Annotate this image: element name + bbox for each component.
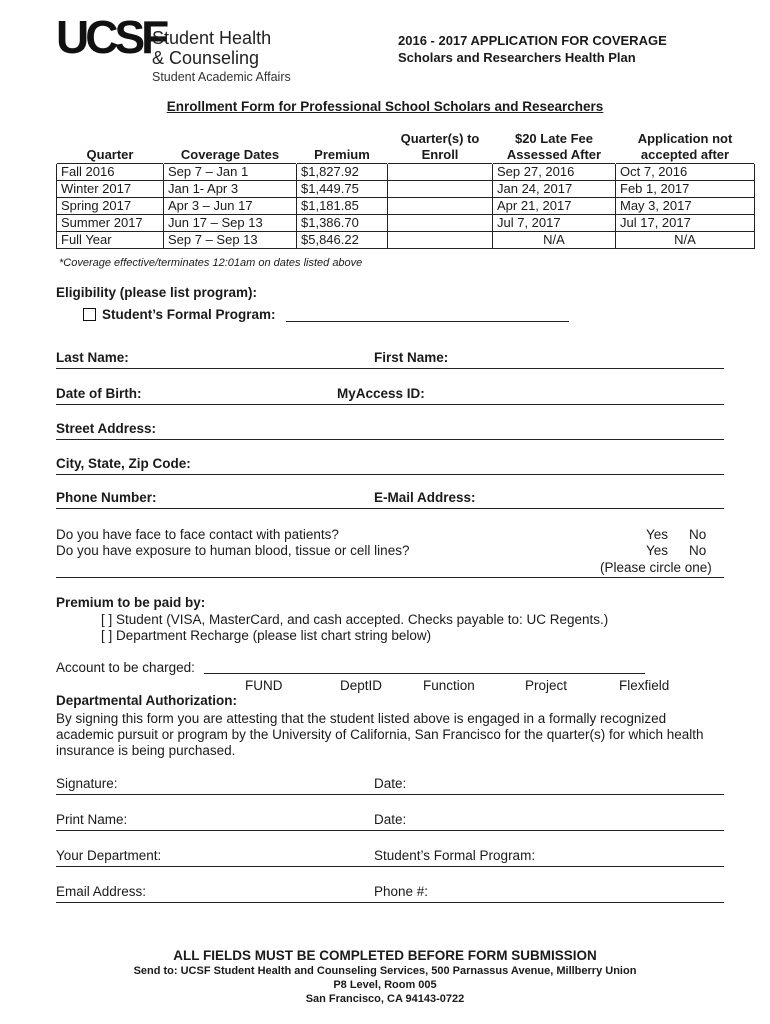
cell-premium: $1,386.70: [297, 215, 388, 232]
name-input-line[interactable]: [56, 368, 724, 369]
page-title: 2016 - 2017 APPLICATION FOR COVERAGE: [398, 33, 667, 48]
footer-address-1: P8 Level, Room 005: [333, 979, 437, 991]
cell-not-accepted: May 3, 2017: [616, 198, 755, 215]
cell-late-fee: Jan 24, 2017: [493, 181, 616, 198]
divider: [56, 577, 724, 578]
account-label: Account to be charged:: [56, 660, 195, 675]
program-checkbox[interactable]: [83, 308, 96, 321]
last-name-label: Last Name:: [56, 350, 129, 365]
department-input-line[interactable]: [56, 866, 724, 867]
eligibility-label: Eligibility (please list program):: [56, 285, 258, 300]
cell-late-fee: Jul 7, 2017: [493, 215, 616, 232]
premium-option-student[interactable]: [ ] Student (VISA, MasterCard, and cash accepted. Checks payable to: UC Regents.): [101, 612, 609, 627]
print-name-input-line[interactable]: [56, 830, 724, 831]
question-patients: Do you have face to face contact with patients?: [56, 527, 339, 542]
cell-not-accepted: N/A: [616, 232, 755, 249]
program-label: Student’s Formal Program:: [102, 307, 276, 322]
cell-late-fee: Apr 21, 2017: [493, 198, 616, 215]
cell-enroll[interactable]: [388, 215, 493, 232]
cell-dates: Sep 7 – Jan 1: [164, 164, 297, 181]
auth-text-1: By signing this form you are attesting that the student listed above is engaged in a formally recognized: [56, 711, 667, 726]
cell-dates: Jun 17 – Sep 13: [164, 215, 297, 232]
table-row: [57, 164, 755, 181]
cell-dates: Sep 7 – Sep 13: [164, 232, 297, 249]
signature-label: Signature:: [56, 776, 118, 791]
signature-input-line[interactable]: [56, 794, 724, 795]
ucsf-logo: [56, 11, 166, 63]
form-title: Enrollment Form for Professional School Scholars and Researchers: [166, 99, 604, 114]
cell-enroll[interactable]: [388, 232, 493, 249]
email-input-line[interactable]: [56, 902, 724, 903]
cell-not-accepted: Oct 7, 2016: [616, 164, 755, 181]
city-input-line[interactable]: [56, 474, 724, 475]
question-blood: Do you have exposure to human blood, tissue or cell lines?: [56, 543, 410, 558]
q2-no[interactable]: No: [689, 543, 707, 558]
sign-email-label: Email Address:: [56, 884, 147, 899]
cell-enroll[interactable]: [388, 164, 493, 181]
first-name-label: First Name:: [374, 350, 449, 365]
program-input-line[interactable]: [286, 321, 569, 322]
cell-enroll[interactable]: [388, 181, 493, 198]
auth-text-2: academic pursuit or program by the University of California, San Francisco for the quarter(s) for which health: [56, 727, 704, 742]
cell-quarter: Spring 2017: [57, 198, 164, 215]
table-row: [57, 232, 755, 249]
cell-not-accepted: Feb 1, 2017: [616, 181, 755, 198]
account-input-line[interactable]: [204, 673, 645, 674]
col-quarter: Quarter: [86, 147, 134, 162]
date-label-2: Date:: [374, 812, 407, 827]
cell-quarter: Fall 2016: [57, 164, 164, 181]
table-row: [57, 215, 755, 232]
account-col-deptid: DeptID: [340, 678, 383, 693]
account-col-fund: FUND: [245, 678, 283, 693]
account-col-project: Project: [525, 678, 568, 693]
col-not-accepted: Application not accepted after: [637, 131, 733, 162]
cell-not-accepted: Jul 17, 2017: [616, 215, 755, 232]
footer-send: Send to: UCSF Student Health and Counseling Services, 500 Parnassus Avenue, Millberry Union: [133, 965, 637, 977]
cell-premium: $1,181.85: [297, 198, 388, 215]
premium-label: Premium to be paid by:: [56, 595, 206, 610]
dob-input-line[interactable]: [56, 404, 724, 405]
logo-subtitle: Student Academic Affairs: [152, 70, 291, 84]
cell-dates: Apr 3 – Jun 17: [164, 198, 297, 215]
phone-label: Phone Number:: [56, 490, 157, 505]
q1-yes[interactable]: Yes: [646, 527, 669, 542]
cell-late-fee: Sep 27, 2016: [493, 164, 616, 181]
col-enroll: Quarter(s) to Enroll: [400, 131, 480, 162]
print-name-label: Print Name:: [56, 812, 128, 827]
premium-option-department[interactable]: [ ] Department Recharge (please list chart string below): [101, 628, 432, 643]
footer-address-2: San Francisco, CA 94143-0722: [305, 993, 465, 1005]
cell-quarter: Winter 2017: [57, 181, 164, 198]
city-label: City, State, Zip Code:: [56, 456, 191, 471]
auth-label: Departmental Authorization:: [56, 693, 238, 708]
myaccess-label: MyAccess ID:: [337, 386, 425, 401]
coverage-note: *Coverage effective/terminates 12:01am on dates listed above: [59, 257, 363, 269]
department-label: Your Department:: [56, 848, 162, 863]
logo-line-1: Student Health: [152, 28, 272, 48]
cell-late-fee: N/A: [493, 232, 616, 249]
circle-instruction: (Please circle one): [600, 560, 712, 575]
street-input-line[interactable]: [56, 439, 724, 440]
cell-quarter: Summer 2017: [57, 215, 164, 232]
cell-enroll[interactable]: [388, 198, 493, 215]
email-label: E-Mail Address:: [374, 490, 476, 505]
sign-phone-label: Phone #:: [374, 884, 429, 899]
table-row: [57, 198, 755, 215]
dob-label: Date of Birth:: [56, 386, 142, 401]
col-premium: Premium: [314, 147, 370, 162]
cell-premium: $1,449.75: [297, 181, 388, 198]
date-label-1: Date:: [374, 776, 407, 791]
phone-input-line[interactable]: [56, 508, 724, 509]
cell-dates: Jan 1- Apr 3: [164, 181, 297, 198]
q2-yes[interactable]: Yes: [646, 543, 669, 558]
account-col-function: Function: [423, 678, 475, 693]
ucsf-logo-text: UCSF: [56, 11, 166, 63]
cell-quarter: Full Year: [57, 232, 164, 249]
formal-program-label: Student’s Formal Program:: [374, 848, 536, 863]
page-subtitle: Scholars and Researchers Health Plan: [398, 50, 636, 65]
col-dates: Coverage Dates: [180, 147, 280, 162]
account-col-flexfield: Flexfield: [619, 678, 670, 693]
q1-no[interactable]: No: [689, 527, 707, 542]
col-late-fee: $20 Late Fee Assessed After: [506, 131, 602, 162]
eligibility-option: [83, 307, 276, 322]
coverage-table: [56, 131, 755, 249]
auth-text-3: insurance is being purchased.: [56, 743, 236, 758]
table-row: [57, 181, 755, 198]
footer-notice: ALL FIELDS MUST BE COMPLETED BEFORE FORM SUBMISSION: [173, 948, 597, 963]
street-label: Street Address:: [56, 421, 157, 436]
logo-line-2: & Counseling: [152, 48, 260, 68]
cell-premium: $5,846.22: [297, 232, 388, 249]
cell-premium: $1,827.92: [297, 164, 388, 181]
